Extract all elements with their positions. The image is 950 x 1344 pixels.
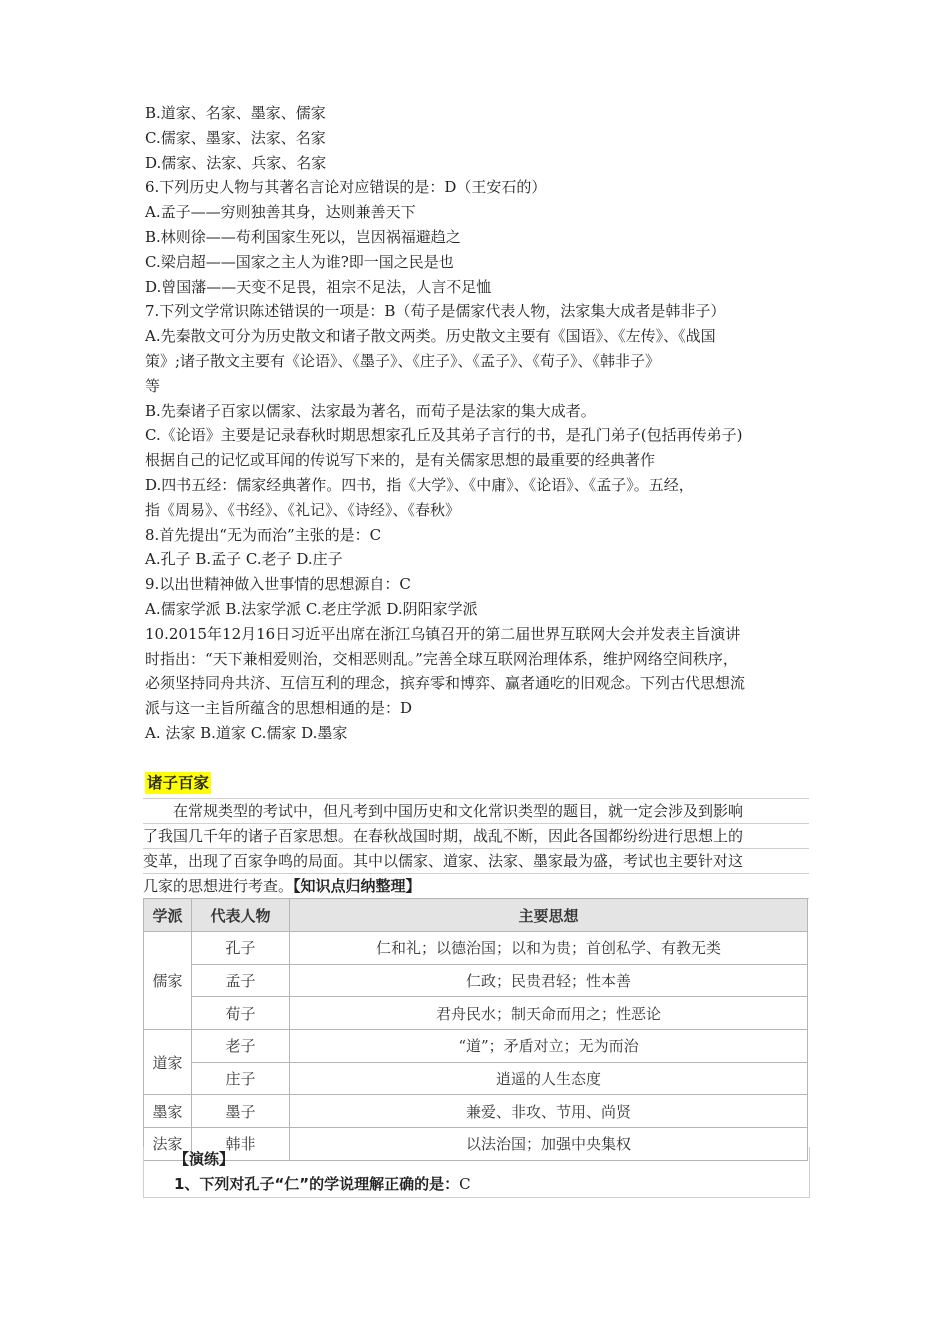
section-title: 诸子百家: [147, 774, 210, 792]
question-line: A.儒家学派 B.法家学派 C.老庄学派 D.阴阳家学派: [145, 599, 478, 618]
question-line: C.《论语》主要是记录春秋时期思想家孔丘及其弟子言行的书，是孔门弟子(包括再传弟子): [145, 426, 743, 445]
question-line: B.道家、名家、墨家、儒家: [145, 104, 326, 122]
header-representative: 代表人物: [192, 899, 290, 932]
practice-question: [144, 1172, 809, 1197]
table-row: [144, 1062, 808, 1095]
question-line: A.先秦散文可分为历史散文和诸子散文两类。历史散文主要有《国语》、《左传》、《战国: [145, 327, 716, 346]
practice-question-text: 1、下列对孔子“仁”的学说理解正确的是：: [174, 1175, 460, 1193]
idea-cell: 仁政；民贵君轻；性本善: [290, 964, 808, 997]
practice-section: [143, 1147, 810, 1198]
question-line: C.梁启超——国家之主人为谁?即一国之民是也: [145, 252, 454, 271]
idea-cell: 兼爱、非攻、节用、尚贤: [290, 1095, 808, 1128]
table-header-row: [144, 899, 808, 932]
school-cell: 墨家: [144, 1095, 192, 1128]
question-line: 时指出：“天下兼相爱则治，交相恶则乱。”完善全球互联网治理体系，维护网络空间秩序，: [145, 649, 738, 668]
question-line: 策》;诸子散文主要有《论语》、《墨子》、《庄子》、《孟子》、《荀子》、《韩非子》: [145, 351, 661, 370]
knowledge-summary-label: 【知识点归纳整理】: [293, 877, 421, 895]
question-line: 根据自己的记忆或耳闻的传说写下来的，是有关儒家思想的最重要的经典著作: [145, 451, 656, 470]
question-line: D.儒家、法家、兵家、名家: [145, 153, 327, 172]
school-cell: 儒家: [144, 932, 192, 1030]
section-intro: [143, 798, 809, 899]
header-school: 学派: [144, 899, 192, 932]
question-line: 派与这一主旨所蕴含的思想相通的是：D: [145, 699, 413, 718]
practice-heading: 【演练】: [174, 1150, 235, 1168]
idea-cell: 仁和礼；以德治国；以和为贵；首创私学、有教无类: [290, 932, 808, 965]
question-line: D.四书五经：儒家经典著作。四书，指《大学》、《中庸》、《论语》、《孟子》。五经，: [145, 475, 694, 494]
practice-answer: C: [459, 1175, 471, 1193]
question-line: 指《周易》、《书经》、《礼记》、《诗经》、《春秋》: [145, 500, 461, 519]
question-line: 8.首先提出“无为而治”主张的是：C: [145, 525, 382, 544]
person-cell: 庄子: [192, 1062, 290, 1095]
table-row: [144, 964, 808, 997]
question-line: A.孔子 B.孟子 C.老子 D.庄子: [145, 550, 343, 569]
question-line: B.先秦诸子百家以儒家、法家最为著名，而荀子是法家的集大成者。: [145, 401, 596, 420]
question-line: D.曾国藩——天变不足畏，祖宗不足法，人言不足恤: [145, 277, 492, 296]
intro-line: 了我国几千年的诸子百家思想。在春秋战国时期，战乱不断，因此各国都纷纷进行思想上的: [143, 824, 809, 849]
idea-cell: “道”；矛盾对立；无为而治: [290, 1030, 808, 1063]
person-cell: 墨子: [192, 1095, 290, 1128]
person-cell: 孟子: [192, 964, 290, 997]
table-row: [144, 1030, 808, 1063]
school-cell: 法家: [144, 1128, 192, 1161]
idea-cell: 逍遥的人生态度: [290, 1062, 808, 1095]
table-row: [144, 932, 808, 965]
idea-cell: 君舟民水；制天命而用之；性恶论: [290, 997, 808, 1030]
person-cell: 孔子: [192, 932, 290, 965]
table-row: [144, 1095, 808, 1128]
idea-cell: 以法治国；加强中央集权: [290, 1128, 808, 1161]
schools-table: [143, 898, 808, 1161]
question-list: [145, 101, 825, 746]
person-cell: 韩非: [192, 1128, 290, 1161]
intro-line: [143, 874, 809, 899]
header-main-ideas: 主要思想: [290, 899, 808, 932]
question-line: 9.以出世精神做入世事情的思想源自：C: [145, 575, 411, 594]
intro-line: 在常规类型的考试中，但凡考到中国历史和文化常识类型的题目，就一定会涉及到影响: [143, 798, 809, 824]
question-line: 7.下列文学常识陈述错误的一项是：B（荀子是儒家代表人物，法家集大成者是韩非子）: [145, 302, 726, 321]
question-line: B.林则徐——苟利国家生死以，岂因祸福避趋之: [145, 227, 461, 246]
intro-line: 变革，出现了百家争鸣的局面。其中以儒家、道家、法家、墨家最为盛，考试也主要针对这: [143, 849, 809, 874]
question-line: A. 法家 B.道家 C.儒家 D.墨家: [145, 723, 348, 742]
question-line: 6.下列历史人物与其著名言论对应错误的是：D（王安石的）: [145, 178, 547, 197]
question-line: 必须坚持同舟共济、互信互利的理念，摈弃零和博弈、赢者通吃的旧观念。下列古代思想流: [145, 674, 746, 693]
intro-text: 几家的思想进行考查。: [143, 877, 294, 895]
person-cell: 老子: [192, 1030, 290, 1063]
school-cell: 道家: [144, 1030, 192, 1095]
question-line: 10.2015年12月16日习近平出席在浙江乌镇召开的第二届世界互联网大会并发表主旨演讲: [145, 624, 741, 643]
question-line: C.儒家、墨家、法家、名家: [145, 128, 326, 147]
table-row: [144, 997, 808, 1030]
person-cell: 荀子: [192, 997, 290, 1030]
question-line: 等: [145, 376, 161, 395]
question-line: A.孟子——穷则独善其身，达则兼善天下: [145, 203, 416, 222]
